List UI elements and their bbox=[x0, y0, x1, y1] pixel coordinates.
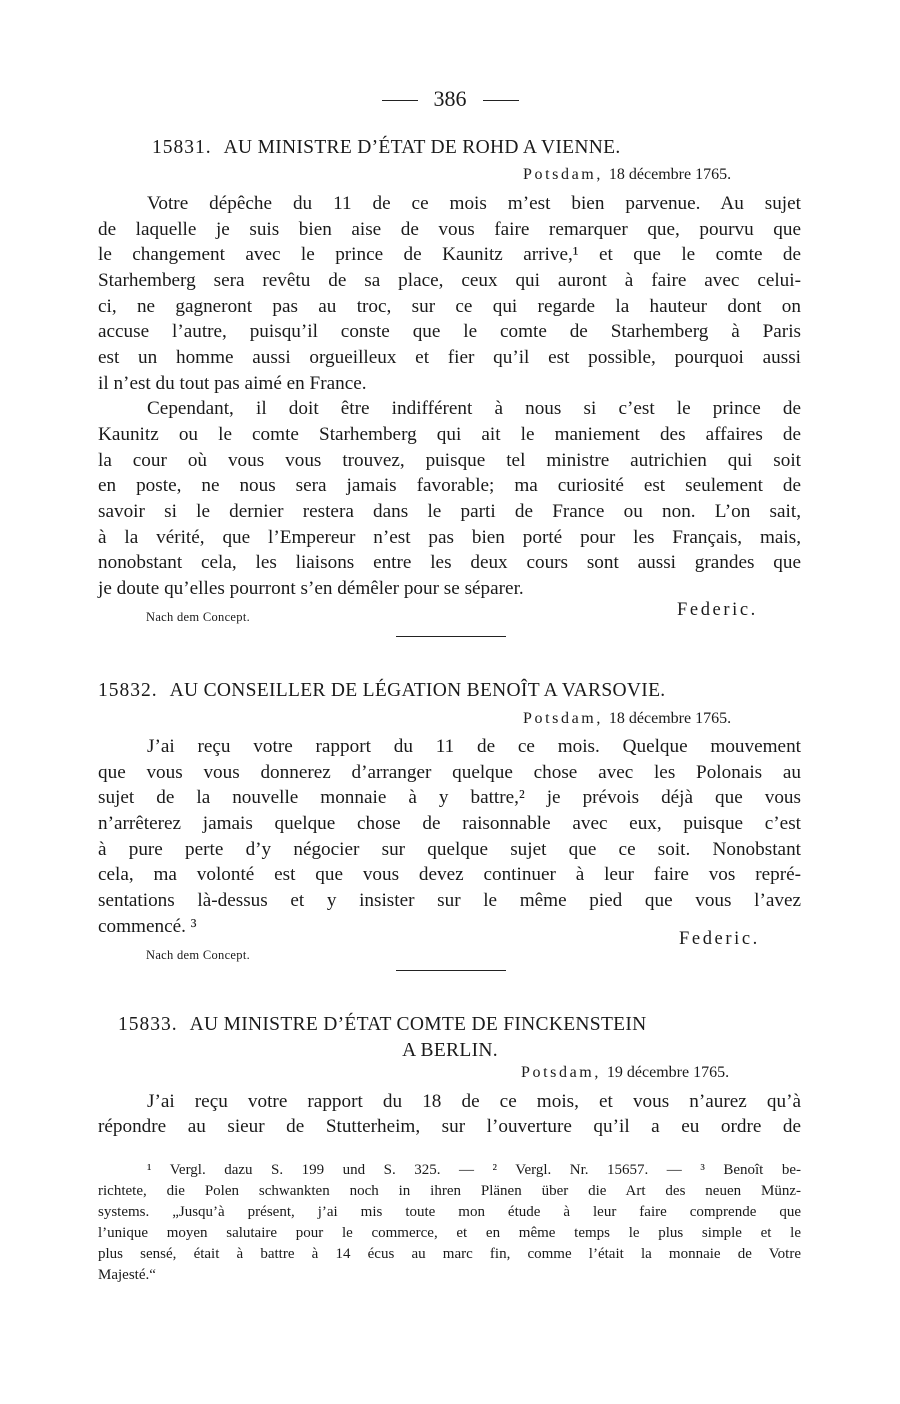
text-line: la cour où vous vous trouvez, puisque tel ministre autrichien qui soit bbox=[98, 450, 801, 471]
text-line: Kaunitz ou le comte Starhemberg qui ait le maniement des affaires de bbox=[98, 424, 801, 445]
letter-title: AU CONSEILLER DE LÉGATION BENOÎT A VARSOVIE. bbox=[169, 680, 666, 701]
footnote-line: richtete, die Polen schwankten noch in ihren Plänen über die Art des neuen Münz- bbox=[98, 1183, 801, 1199]
text-line: savoir si le dernier restera dans le parti de France ou non. L’on sait, bbox=[98, 501, 801, 522]
section-divider bbox=[396, 970, 506, 971]
source-note: Nach dem Concept. bbox=[146, 948, 251, 962]
text-line: je doute qu’elles pourront s’en démêler pour se séparer. bbox=[98, 578, 524, 599]
text-line: J’ai reçu votre rapport du 18 de ce mois, et vous n’aurez qu’à bbox=[147, 1091, 801, 1112]
text-line: accuse l’autre, puisqu’il conste que le comte de Starhemberg à Paris bbox=[98, 321, 801, 342]
text-line: à la vérité, que l’Empereur n’est pas bien porté pour les Français, mais, bbox=[98, 527, 801, 548]
letter-heading bbox=[118, 1014, 647, 1036]
letter-number: 15831. bbox=[152, 137, 212, 158]
page-number bbox=[0, 86, 900, 112]
text-line: J’ai reçu votre rapport du 11 de ce mois. Quelque mouvement bbox=[147, 736, 801, 757]
text-line: n’arrêterez jamais quelque chose de raisonnable avec eux, puisque c’est bbox=[98, 813, 801, 834]
letter-date: 18 décembre 1765. bbox=[608, 166, 732, 183]
text-line: le changement avec le prince de Kaunitz arrive,¹ et que le comte de bbox=[98, 244, 801, 265]
footnote-line: Majesté.“ bbox=[98, 1267, 156, 1283]
text-line: en poste, ne nous sera jamais favorable; ma curiosité est seulement de bbox=[98, 475, 801, 496]
text-line: répondre au sieur de Stutterheim, sur l’ouverture qu’il a eu ordre de bbox=[98, 1116, 801, 1137]
letter-title-continuation: A BERLIN. bbox=[402, 1040, 498, 1061]
page-number-dash-right bbox=[483, 100, 519, 101]
page-number-value: 386 bbox=[433, 86, 467, 111]
text-line: sentations là-dessus et y insister sur le même pied que vous l’avez bbox=[98, 890, 801, 911]
letter-place: Potsdam, bbox=[523, 166, 603, 183]
footnote-line: ¹ Vergl. dazu S. 199 und S. 325. — ² Vergl. Nr. 15657. — ³ Benoît be- bbox=[147, 1162, 801, 1178]
footnote-line: systems. „Jusqu’à présent, j’ai mis toute mon étude à leur faire comprende que bbox=[98, 1204, 801, 1220]
footnote-line: plus sensé, était à battre à 14 écus au marc fin, comme l’était la monnaie de Votre bbox=[98, 1246, 801, 1262]
letter-number: 15832. bbox=[98, 680, 158, 701]
signature: Federic. bbox=[677, 600, 758, 620]
text-line: sujet de la nouvelle monnaie à y battre,² je prévois déjà que vous bbox=[98, 787, 801, 808]
letter-heading bbox=[152, 137, 621, 159]
text-line: que vous vous donnerez d’arranger quelque chose avec les Polonais au bbox=[98, 762, 801, 783]
text-line: Cependant, il doit être indifférent à nous si c’est le prince de bbox=[147, 398, 801, 419]
text-line: il n’est du tout pas aimé en France. bbox=[98, 373, 367, 394]
page-number-dash-left bbox=[382, 100, 418, 101]
letter-dateline bbox=[523, 710, 731, 728]
letter-heading bbox=[98, 680, 665, 702]
text-line: Starhemberg sera revêtu de sa place, ceux qui auront à faire avec celui- bbox=[98, 270, 801, 291]
text-line: commencé. ³ bbox=[98, 916, 197, 937]
footnote-line: l’unique moyen salutaire pour le commerce, et en même temps le plus simple et le bbox=[98, 1225, 801, 1241]
text-line: est un homme aussi orgueilleux et fier qu’il est possible, pourquoi aussi bbox=[98, 347, 801, 368]
letter-title: AU MINISTRE D’ÉTAT COMTE DE FINCKENSTEIN bbox=[189, 1014, 647, 1035]
text-line: Votre dépêche du 11 de ce mois m’est bien parvenue. Au sujet bbox=[147, 193, 801, 214]
text-line: de laquelle je suis bien aise de vous faire remarquer que, pourvu que bbox=[98, 219, 801, 240]
letter-number: 15833. bbox=[118, 1014, 178, 1035]
text-line: ci, ne gagneront pas au troc, sur ce qui regarde la hauteur dont on bbox=[98, 296, 801, 317]
source-note: Nach dem Concept. bbox=[146, 610, 251, 624]
letter-place: Potsdam, bbox=[521, 1064, 601, 1081]
letter-dateline bbox=[521, 1064, 729, 1082]
text-line: nonobstant cela, les liaisons entre les deux cours sont aussi grandes que bbox=[98, 552, 801, 573]
text-line: cela, ma volonté est que vous devez continuer à leur faire vos repré- bbox=[98, 864, 801, 885]
letter-dateline bbox=[523, 166, 731, 184]
letter-date: 18 décembre 1765. bbox=[608, 710, 732, 727]
text-line: à pure perte d’y négocier sur quelque sujet que ce soit. Nonobstant bbox=[98, 839, 801, 860]
signature: Federic. bbox=[679, 929, 760, 949]
section-divider bbox=[396, 636, 506, 637]
letter-place: Potsdam, bbox=[523, 710, 603, 727]
letter-date: 19 décembre 1765. bbox=[606, 1064, 730, 1081]
letter-title: AU MINISTRE D’ÉTAT DE ROHD A VIENNE. bbox=[223, 137, 621, 158]
